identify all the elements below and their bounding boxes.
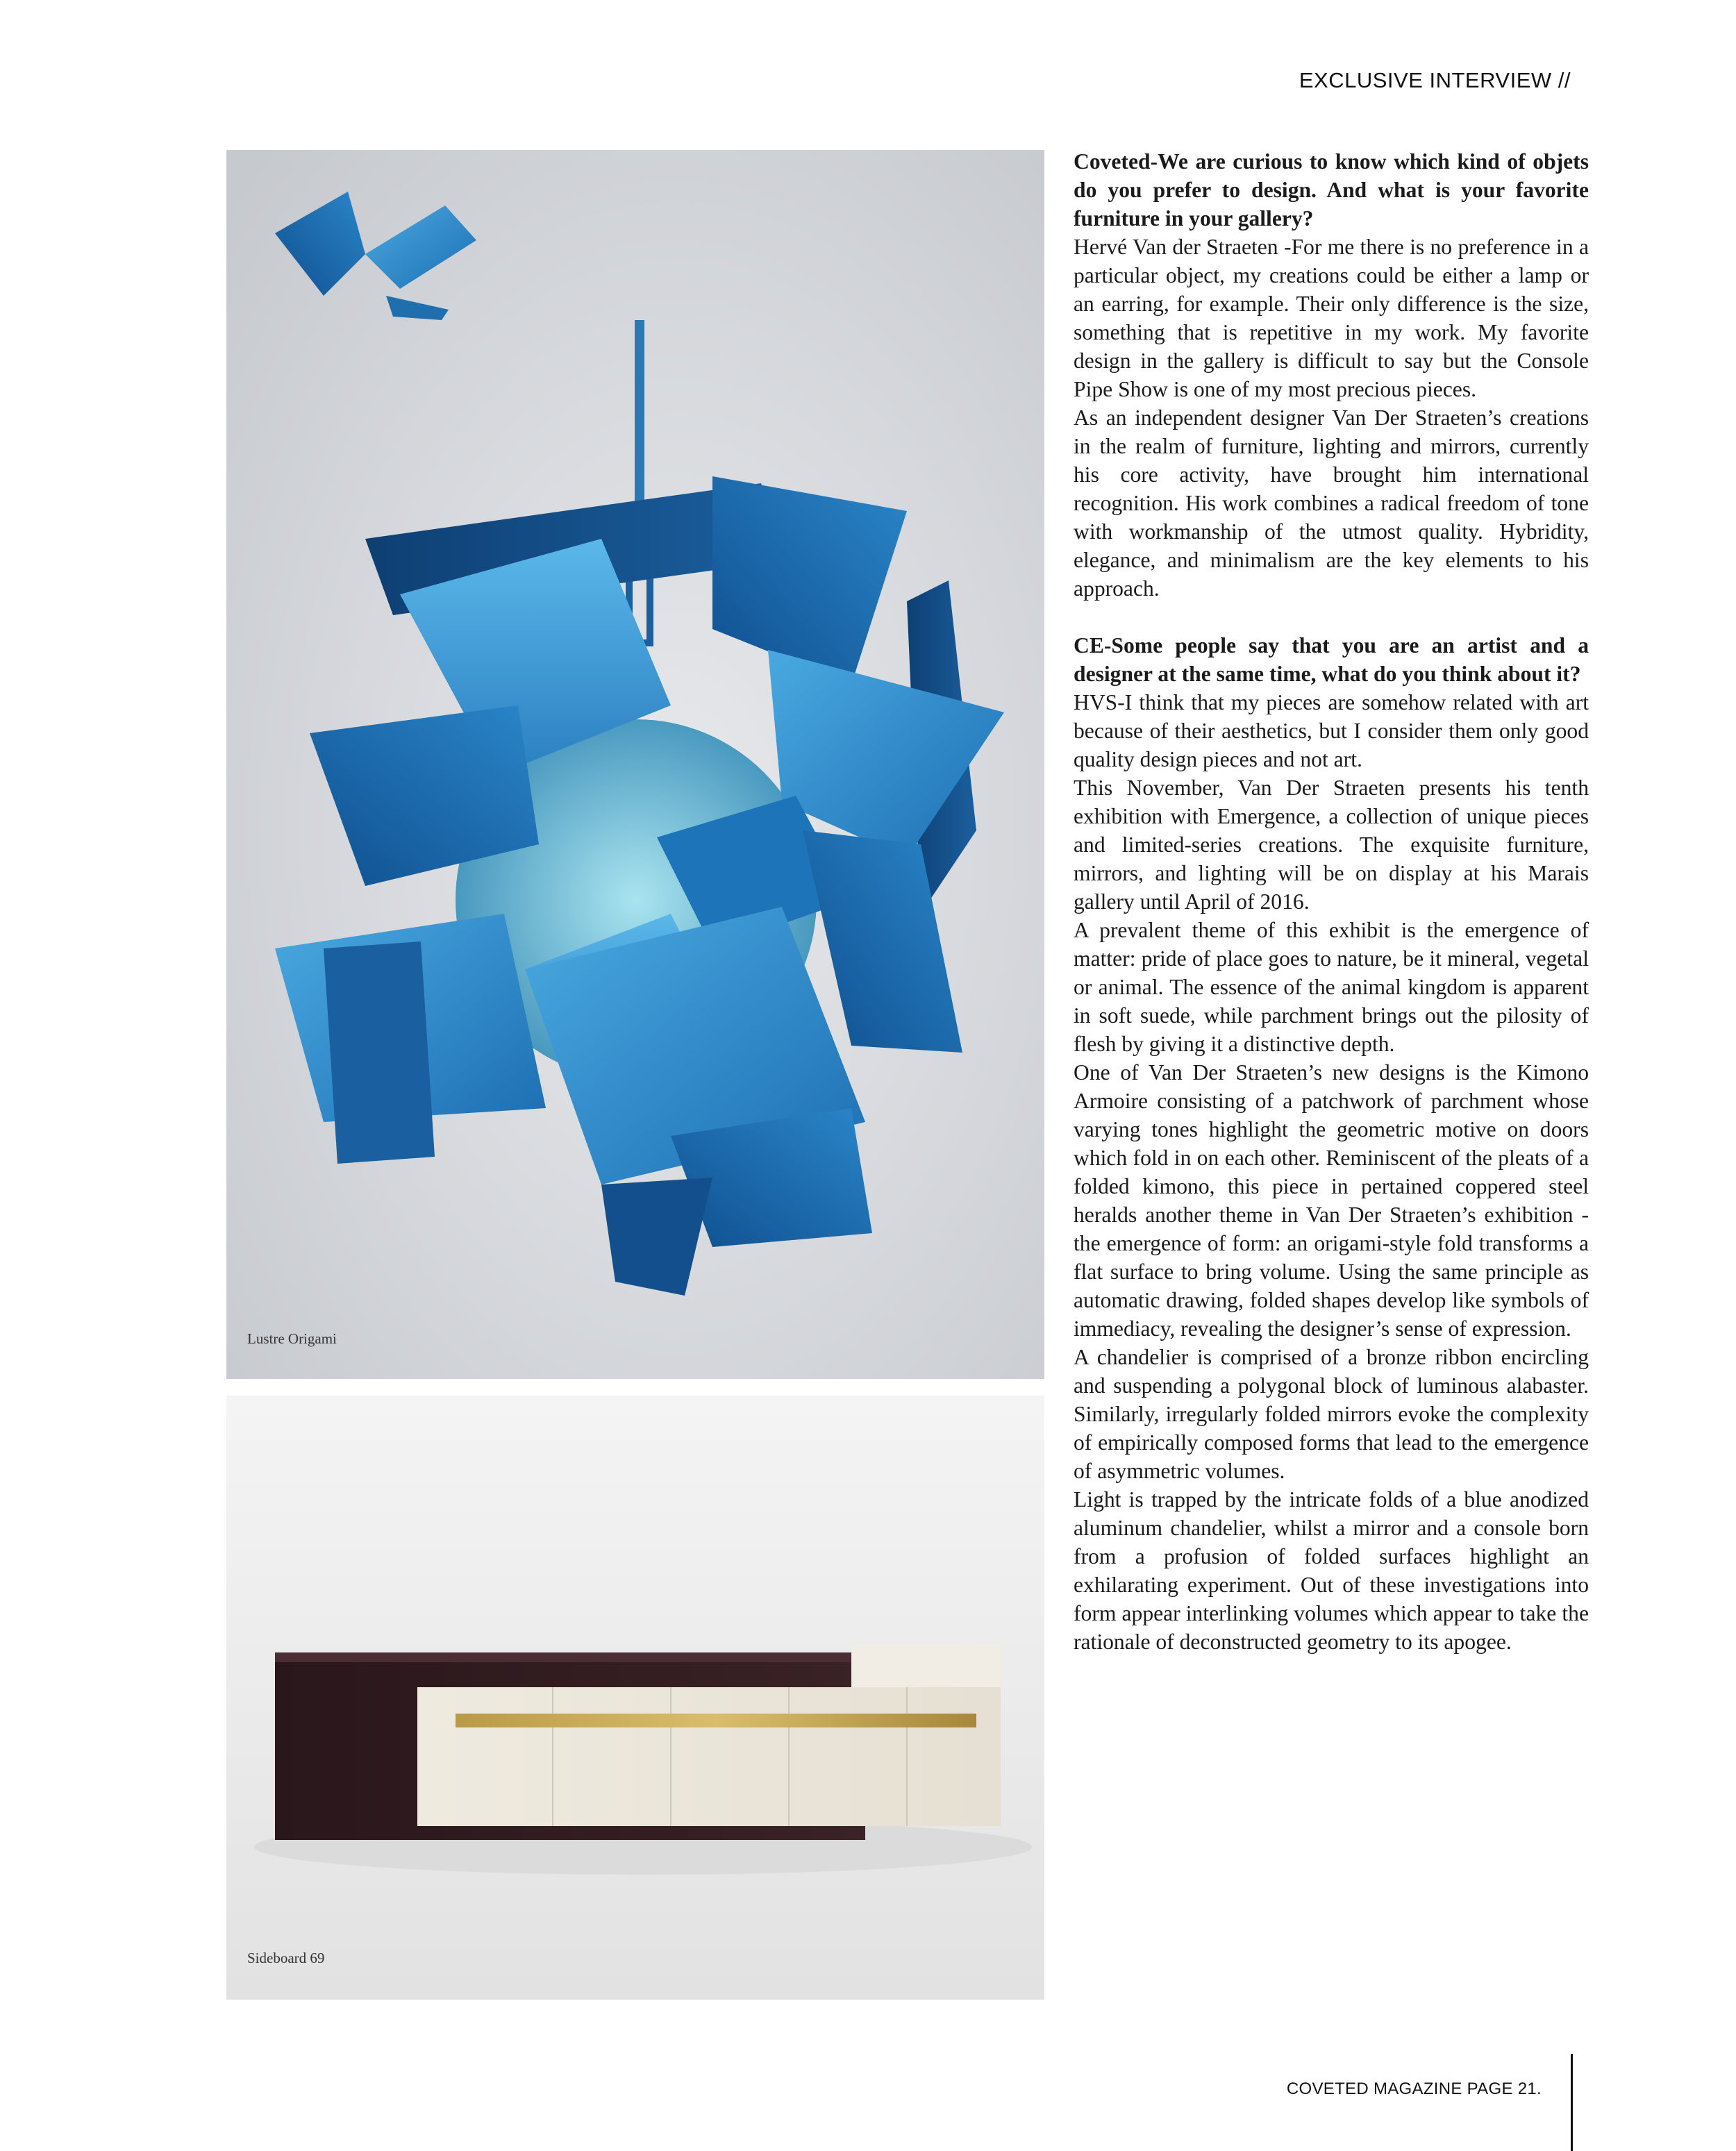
page-footer: COVETED MAGAZINE PAGE 21. — [1286, 2079, 1542, 2098]
interview-question: Coveted-We are curious to know which kind of objets do you prefer to design. And what is your favorite furniture in your gallery? — [1074, 149, 1589, 231]
photo-lustre-origami — [226, 150, 1044, 1379]
photo-sideboard-69 — [226, 1396, 1044, 2000]
section-header: EXCLUSIVE INTERVIEW // — [1299, 68, 1571, 92]
article-paragraph: As an independent designer Van Der Straeten’s creations in the realm of furniture, lighting and mirrors, currently his core activity, have brought him international recognition. His work combines a radical freedom of tone with workmanship of the utmost quality. Hybridity, elegance, and minimalism are the key elements to his approach. — [1074, 405, 1589, 601]
article-paragraph: A prevalent theme of this exhibit is the emergence of matter: pride of place goes to nature, be it mineral, vegetal or animal. The essence of the animal kingdom is apparent in soft suede, while parchment brings out the pilosity of flesh by giving it a distinctive depth. — [1074, 918, 1589, 1056]
article-paragraph: Hervé Van der Straeten -For me there is no preference in a particular object, my creations could be either a lamp or an earring, for example. Their only difference is the size, something that is repetitive in my work. My favorite design in the gallery is difficult to say but the Console Pipe Show is one of my most precious pieces. — [1074, 235, 1589, 401]
article-paragraph: Light is trapped by the intricate folds of a blue anodized aluminum chandelier, whilst a mirror and a console born from a profusion of folded surfaces highlight an exhilarating experiment. Out of these investigations into form appear interlinking volumes which appear to take the rationale of deconstructed geometry to its apogee. — [1074, 1487, 1589, 1654]
article-paragraph: One of Van Der Straeten’s new designs is the Kimono Armoire consisting of a patchwork of parchment whose varying tones highlight the geometric motive on doors which fold in on each other. Reminiscent of the pleats of a folded kimono, this piece in pertained coppered steel heralds another theme in Van Der Straeten’s exhibition - the emergence of form: an origami-style fold transforms a flat surface to bring volume. Using the same principle as automatic drawing, folded shapes develop like symbols of immediacy, revealing the designer’s sense of expression. — [1074, 1060, 1589, 1341]
article-body — [1074, 147, 1589, 1656]
article-paragraph: This November, Van Der Straeten presents his tenth exhibition with Emergence, a collection of unique pieces and limited-series creations. The exquisite furniture, mirrors, and lighting will be on display at his Marais gallery until April of 2016. — [1074, 776, 1589, 914]
chandelier-illustration — [226, 150, 1044, 1379]
caption-lustre-origami: Lustre Origami — [247, 1330, 337, 1347]
interview-question: CE-Some people say that you are an artist and a designer at the same time, what do you think about it? — [1074, 633, 1589, 686]
article-paragraph: HVS-I think that my pieces are somehow related with art because of their aesthetics, but I consider them only good quality design pieces and not art. — [1074, 690, 1589, 771]
sideboard-illustration — [226, 1396, 1044, 2000]
caption-sideboard-69: Sideboard 69 — [247, 1950, 325, 1966]
footer-divider — [1571, 2054, 1573, 2151]
article-paragraph: A chandelier is comprised of a bronze ribbon encircling and suspending a polygonal block of luminous alabaster. Similarly, irregularly folded mirrors evoke the complexity of empirically composed forms that lead to the emergence of asymmetric volumes. — [1074, 1345, 1589, 1483]
